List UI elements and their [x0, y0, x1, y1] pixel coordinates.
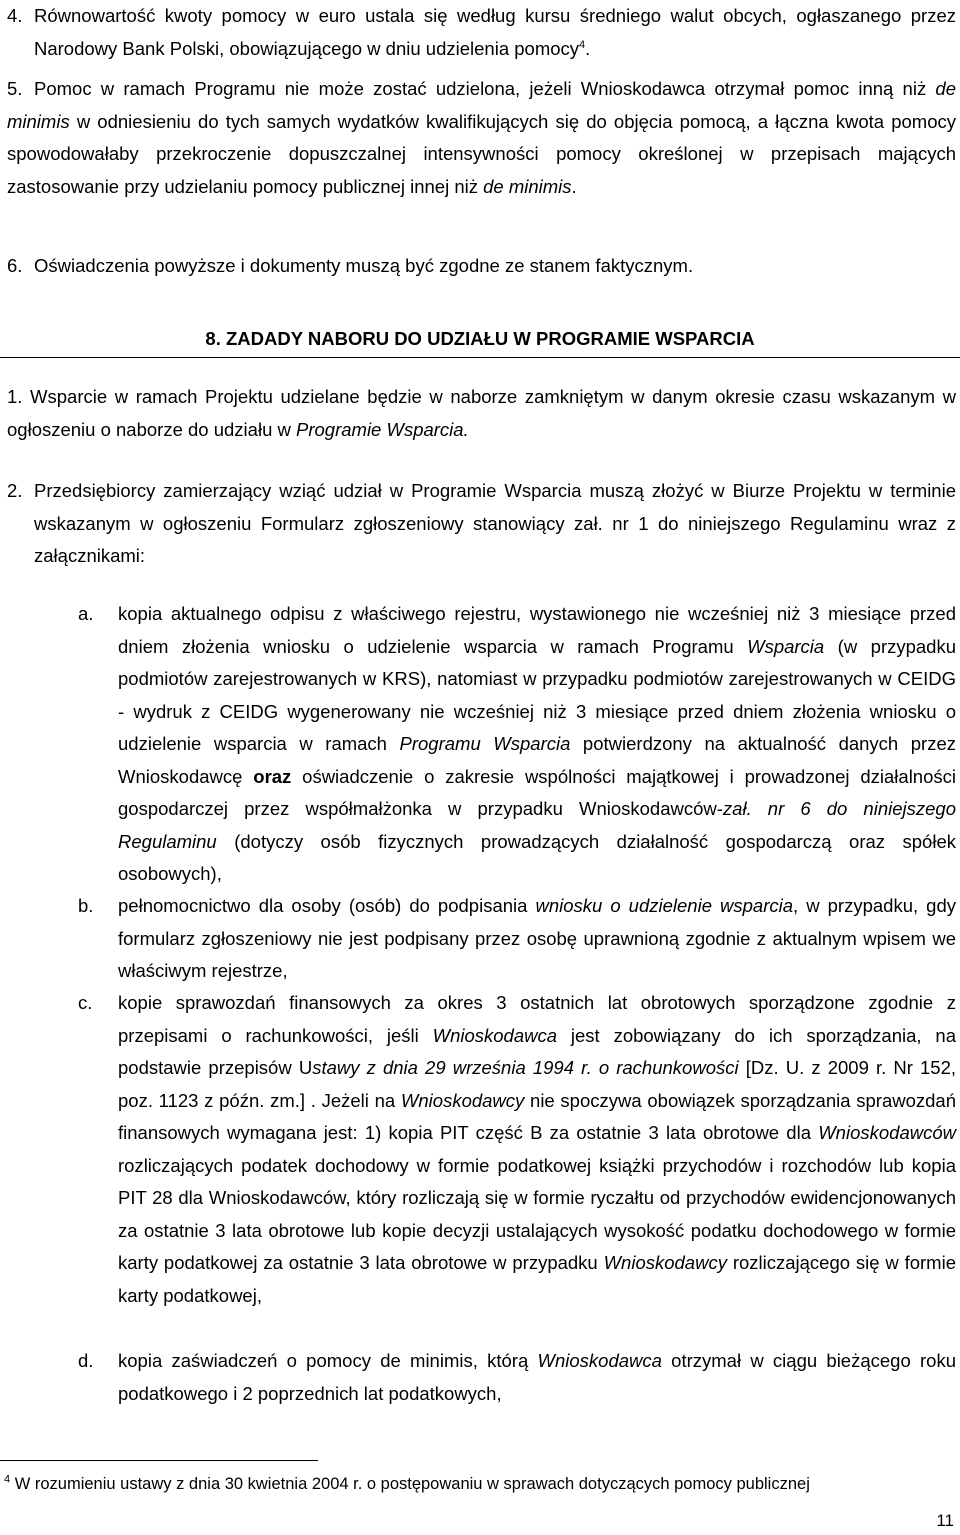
- paragraph-5: [7, 73, 956, 203]
- paragraph-number: 2.: [7, 480, 23, 501]
- item-text: kopie sprawozdań finansowych za okres 3 ostatnich lat obrotowych sporządzone zgodnie z przepisami o rachunkowości, jeśli: [118, 992, 956, 1046]
- italic-term: zał. nr 6 do niniejszego Regulaminu: [118, 798, 956, 852]
- item-text: nie spoczywa obowiązek sporządzania sprawozdań finansowych wymagana jest: 1) kopia PIT część B za ostatnie 3 lata obrotowe dla: [118, 1089, 956, 1143]
- section-heading: 8. ZADADY NABORU DO UDZIAŁU W PROGRAMIE WSPARCIA: [205, 328, 755, 349]
- paragraph-text: .: [571, 175, 577, 197]
- list-item-b: [118, 890, 956, 988]
- item-text: oświadczenie o zakresie wspólności majątkowej i prowadzonej działalności gospodarczej przez współmałżonka w przypadku Wnioskodawców-: [118, 765, 956, 819]
- paragraph-number: 5.: [7, 78, 23, 99]
- item-text: pełnomocnictwo dla osoby (osób) do podpisania: [118, 895, 536, 916]
- paragraph-text: w odniesieniu do tych samych wydatków kwalifikujących się do objęcia pomocą, a łączna kwota pomocy spowodowałaby przekroczenie dopuszczalnej intensywności pomocy określonej w przepisach mających zastosowanie przy udzielaniu pomocy publicznej innej niż: [7, 110, 956, 197]
- footnote: [4, 1472, 810, 1496]
- italic-term: stawy z dnia 29 września 1994 r. o rachunkowości: [312, 1057, 739, 1078]
- italic-term: de minimis: [7, 78, 956, 132]
- item-text: [Dz. U. z 2009 r. Nr 152, poz. 1123 z późn. zm.] . Jeżeli na: [118, 1057, 956, 1111]
- list-item-d: [118, 1345, 956, 1410]
- italic-term: Wsparcia: [747, 635, 825, 657]
- paragraph-4: [34, 0, 956, 65]
- footnote-divider: [0, 1460, 318, 1461]
- item-text: , w przypadku, gdy formularz zgłoszeniowy nie jest podpisany przez osobę uprawnioną zgodnie z aktualnym wpisem we właściwym rejestrze,: [118, 895, 956, 981]
- section-point-2: Przedsiębiorcy zamierzający wziąć udział w Programie Wsparcia muszą złożyć w Biurze Projektu w terminie wskazanym w ogłoszeniu Formularz zgłoszeniowy stanowiący zał. nr 1 do niniejszego Regulaminu wraz z załącznikami:: [34, 480, 956, 566]
- italic-term: Programie Wsparcia.: [296, 418, 469, 440]
- paragraph-tail: .: [585, 37, 591, 59]
- italic-term: Wnioskodawca: [537, 1350, 662, 1371]
- italic-term: Wnioskodawcy: [603, 1252, 727, 1273]
- list-item-letter: a.: [78, 603, 94, 624]
- item-text: kopia zaświadczeń o pomocy de minimis, którą: [118, 1350, 538, 1371]
- page-number: 11: [936, 1511, 954, 1530]
- item-text: (w przypadku podmiotów zarejestrowanych w KRS), natomiast w przypadku podmiotów zarejestrowanych w CEIDG - wydruk z CEIDG wygenerowany nie wcześniej niż 3 miesiące przed dniem złożenia wniosku o udzielenie wsparcia w ramach: [118, 635, 957, 754]
- paragraph-text: Wsparcie w ramach Projektu udzielane będzie w naborze zamkniętym w danym okresie czasu wskazanym w ogłoszeniu o naborze do udziału w: [7, 386, 956, 440]
- item-text: rozliczających podatek dochodowy w formie podatkowej książki przychodów i rozchodów lub kopia PIT 28 dla Wnioskodawców, który rozliczają się w formie ryczałtu od przychodów ewidencjonowanych za ostatnie 3 lata obrotowe lub kopie decyzji ustalających wysokość podatku dochodowego w formie karty podatkowej za ostatnie 3 lata obrotowe w przypadku: [118, 1154, 956, 1273]
- italic-term: Programu Wsparcia: [399, 733, 571, 754]
- footnote-text: W rozumieniu ustawy z dnia 30 kwietnia 2004 r. o postępowaniu w sprawach dotyczących pomocy publicznej: [10, 1475, 810, 1493]
- paragraph-number: 4.: [7, 5, 23, 26]
- item-text: jest zobowiązany do ich sporządzania, na podstawie przepisów U: [118, 1024, 956, 1078]
- italic-term: Wnioskodawcy: [400, 1089, 525, 1111]
- item-text: rozliczającego się w formie karty podatkowej,: [118, 1252, 956, 1306]
- paragraph-text: Pomoc w ramach Programu nie może zostać udzielona, jeżeli Wnioskodawca otrzymał pomoc inną niż: [34, 78, 936, 99]
- bold-term: oraz: [253, 765, 292, 787]
- list-item-letter: b.: [78, 895, 94, 916]
- paragraph-number: 6.: [7, 255, 23, 276]
- item-text: (dotyczy osób fizycznych prowadzących działalność gospodarczą oraz spółek osobowych),: [118, 830, 956, 884]
- section-point-1: [7, 381, 956, 446]
- italic-term: wniosku o udzielenie wsparcia: [535, 895, 794, 916]
- list-item-letter: c.: [78, 992, 93, 1013]
- paragraph-6: Oświadczenia powyższe i dokumenty muszą być zgodne ze stanem faktycznym.: [34, 255, 694, 276]
- italic-term: de minimis: [483, 175, 572, 197]
- item-text: potwierdzony na aktualność danych przez Wnioskodawcę: [118, 733, 957, 787]
- heading-divider: [0, 357, 960, 358]
- italic-term: Wnioskodawców: [818, 1122, 956, 1143]
- item-text: otrzymał w ciągu bieżącego roku podatkowego i 2 poprzednich lat podatkowych,: [118, 1350, 956, 1404]
- footnote-reference[interactable]: 4: [579, 38, 586, 51]
- list-item-a: [118, 598, 956, 891]
- list-item-c: [118, 987, 956, 1312]
- list-item-letter: d.: [78, 1350, 94, 1371]
- footnote-mark: 4: [4, 1473, 11, 1486]
- paragraph-number: 1.: [7, 386, 23, 407]
- paragraph-text: Równowartość kwoty pomocy w euro ustala się według kursu średniego walut obcych, ogłaszanego przez Narodowy Bank Polski, obowiązującego w dniu udzielenia pomocy: [34, 5, 956, 59]
- italic-term: Wnioskodawca: [432, 1024, 558, 1046]
- item-text: kopia aktualnego odpisu z właściwego rejestru, wystawionego nie wcześniej niż 3 miesiące przed dniem złożenia wniosku o udzielenie wsparcia w ramach Programu: [118, 603, 956, 657]
